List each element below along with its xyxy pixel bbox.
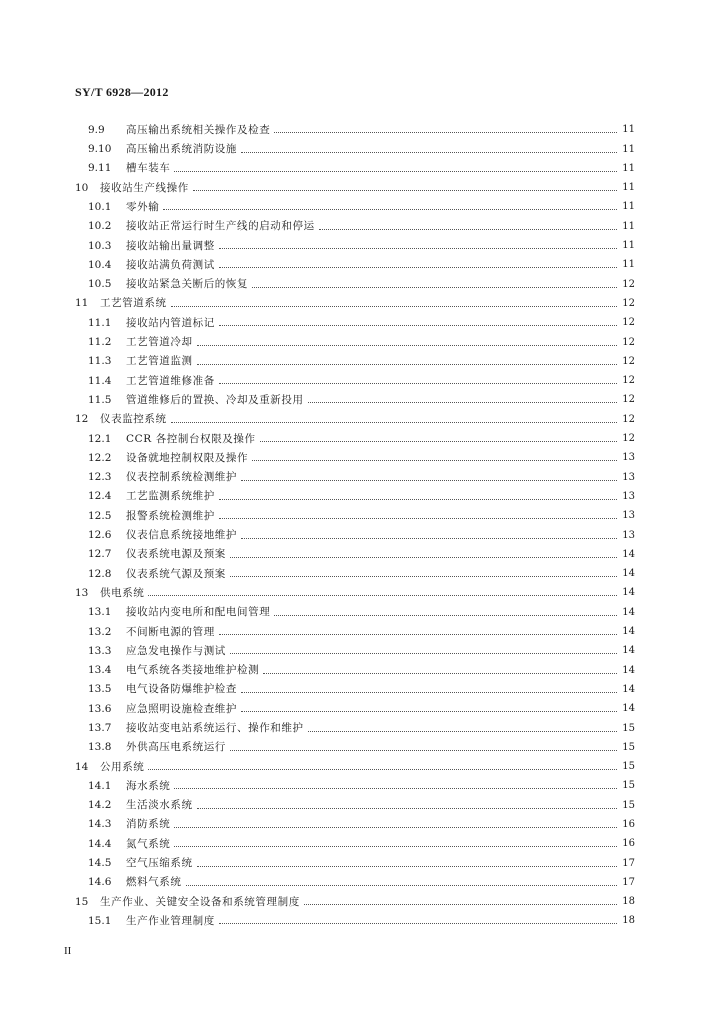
dot-leader: [197, 339, 617, 346]
toc-entry-title: 高压输出系统相关操作及检查: [126, 123, 271, 136]
dot-leader: [219, 628, 617, 635]
toc-entry-number: 13.2: [88, 625, 112, 638]
dot-leader: [252, 281, 617, 288]
toc-entry-page: 15: [622, 722, 635, 734]
toc-entry[interactable]: [75, 734, 635, 753]
dot-leader: [148, 763, 617, 770]
dot-leader: [230, 647, 617, 654]
toc-entry-number: 9.10: [88, 143, 112, 156]
toc-entry[interactable]: [75, 811, 635, 830]
toc-entry-page: 12: [622, 375, 635, 387]
dot-leader: [230, 570, 617, 577]
toc-entry-page: 13: [622, 510, 635, 522]
toc-entry-number: 14.3: [88, 818, 112, 831]
dot-leader: [197, 860, 617, 867]
toc-entry-number: 11.5: [88, 393, 112, 406]
toc-entry-page: 16: [622, 818, 635, 830]
dot-leader: [171, 300, 617, 307]
toc-entry-number: 13.1: [88, 606, 112, 619]
toc-entry-page: 14: [622, 587, 635, 599]
dot-leader: [241, 705, 617, 712]
toc-entry-page: 12: [622, 297, 635, 309]
toc-entry[interactable]: [75, 174, 635, 193]
toc-entry-number: 13.8: [88, 741, 112, 754]
toc-entry[interactable]: [75, 309, 635, 328]
dot-leader: [163, 203, 617, 210]
toc-entry-page: 15: [622, 741, 635, 753]
toc-entry-title: 生活淡水系统: [126, 799, 193, 812]
page-number: II: [64, 945, 72, 957]
toc-entry-title: 工艺监测系统维护: [126, 490, 215, 503]
toc-entry-title: 槽车装车: [126, 162, 171, 175]
toc-entry-number: 10.4: [88, 258, 112, 271]
toc-entry[interactable]: [75, 618, 635, 637]
toc-entry-page: 12: [622, 413, 635, 425]
table-of-contents: [75, 116, 635, 926]
toc-entry-page: 14: [622, 703, 635, 715]
toc-entry-title: 空气压缩系统: [126, 857, 193, 870]
toc-entry-title: 接收站内变电所和配电间管理: [126, 606, 271, 619]
toc-entry[interactable]: [75, 560, 635, 579]
toc-entry-number: 14.5: [88, 857, 112, 870]
toc-entry-page: 14: [622, 606, 635, 618]
toc-entry-page: 15: [622, 761, 635, 773]
toc-entry-number: 12.1: [88, 432, 112, 445]
toc-entry-number: 15.1: [88, 914, 112, 927]
toc-entry-page: 14: [622, 683, 635, 695]
toc-entry-page: 14: [622, 664, 635, 676]
dot-leader: [219, 493, 617, 500]
toc-entry[interactable]: [75, 579, 635, 598]
toc-entry-page: 11: [622, 220, 635, 232]
toc-entry-number: 14.6: [88, 876, 112, 889]
toc-entry-number: 11.1: [88, 316, 112, 329]
toc-entry[interactable]: [75, 212, 635, 231]
toc-entry-number: 14.2: [88, 799, 112, 812]
toc-entry-title: 不间断电源的管理: [126, 625, 215, 638]
toc-entry-title: 公用系统: [100, 760, 145, 773]
dot-leader: [260, 435, 617, 442]
toc-entry-page: 16: [622, 838, 635, 850]
toc-entry-title: 氮气系统: [126, 837, 171, 850]
toc-entry[interactable]: [75, 521, 635, 540]
toc-entry-title: 工艺管道维修准备: [126, 374, 215, 387]
toc-entry-page: 14: [622, 626, 635, 638]
toc-entry[interactable]: [75, 193, 635, 212]
toc-entry[interactable]: [75, 386, 635, 405]
toc-entry-title: 接收站输出量调整: [126, 239, 215, 252]
toc-entry-number: 14.1: [88, 779, 112, 792]
toc-entry-page: 12: [622, 278, 635, 290]
toc-entry-number: 12.6: [88, 529, 112, 542]
toc-entry-title: 仪表系统电源及预案: [126, 548, 226, 561]
toc-entry[interactable]: [75, 907, 635, 926]
toc-entry-page: 18: [622, 915, 635, 927]
toc-entry[interactable]: [75, 290, 635, 309]
toc-entry[interactable]: [75, 444, 635, 463]
toc-entry-title: 电气设备防爆维护检查: [126, 683, 237, 696]
toc-entry-page: 11: [622, 182, 635, 194]
toc-entry-title: 工艺管道监测: [126, 355, 193, 368]
toc-entry-number: 14: [75, 760, 89, 773]
toc-entry[interactable]: [75, 676, 635, 695]
toc-entry-title: 工艺管道冷却: [126, 336, 193, 349]
toc-entry-title: 设备就地控制权限及操作: [126, 451, 249, 464]
toc-entry[interactable]: [75, 251, 635, 270]
toc-entry-page: 12: [622, 355, 635, 367]
dot-leader: [304, 898, 617, 905]
toc-entry-title: 仪表监控系统: [100, 413, 167, 426]
toc-entry-number: 12.2: [88, 451, 112, 464]
toc-entry-title: 接收站紧急关断后的恢复: [126, 278, 249, 291]
toc-entry[interactable]: [75, 695, 635, 714]
dot-leader: [241, 146, 617, 153]
dot-leader: [252, 454, 617, 461]
toc-entry[interactable]: [75, 425, 635, 444]
toc-entry-title: 工艺管道系统: [100, 297, 167, 310]
toc-entry-number: 13.7: [88, 722, 112, 734]
toc-entry-number: 13: [75, 586, 89, 599]
toc-entry-number: 11.3: [88, 355, 112, 368]
toc-entry-number: 9.9: [88, 123, 105, 136]
toc-entry-page: 11: [622, 124, 635, 136]
toc-entry-title: 报警系统检测维护: [126, 509, 215, 522]
toc-entry-number: 10.3: [88, 239, 112, 252]
dot-leader: [319, 223, 617, 230]
dot-leader: [274, 126, 617, 133]
toc-entry-title: 仪表系统气源及预案: [126, 567, 226, 580]
toc-entry[interactable]: [75, 232, 635, 251]
dot-leader: [197, 802, 617, 809]
dot-leader: [197, 358, 617, 365]
toc-entry-title: 应急照明设施检查维护: [126, 702, 237, 715]
dot-leader: [230, 744, 617, 751]
toc-entry-number: 11.4: [88, 374, 112, 387]
toc-entry-page: 11: [622, 240, 635, 252]
toc-entry-number: 12.4: [88, 490, 112, 503]
toc-entry[interactable]: [75, 483, 635, 502]
toc-entry-number: 12.7: [88, 548, 112, 561]
toc-entry[interactable]: [75, 270, 635, 289]
toc-entry-title: 供电系统: [100, 586, 145, 599]
dot-leader: [174, 840, 617, 847]
toc-entry[interactable]: [75, 598, 635, 617]
dot-leader: [174, 821, 617, 828]
toc-entry-number: 13.5: [88, 683, 112, 696]
dot-leader: [219, 319, 617, 326]
dot-leader: [219, 261, 617, 268]
dot-leader: [308, 725, 617, 732]
toc-entry-title: 仪表控制系统检测维护: [126, 471, 237, 484]
toc-entry-title: 接收站内管道标记: [126, 316, 215, 329]
toc-entry[interactable]: [75, 135, 635, 154]
dot-leader: [308, 396, 617, 403]
toc-entry-title: 消防系统: [126, 818, 171, 831]
dot-leader: [263, 667, 617, 674]
toc-entry-number: 10.5: [88, 278, 112, 291]
dot-leader: [219, 377, 617, 384]
toc-entry-title: 接收站变电站系统运行、操作和维护: [126, 722, 304, 734]
dot-leader: [241, 532, 617, 539]
toc-entry-page: 11: [622, 143, 635, 155]
toc-entry[interactable]: [75, 772, 635, 791]
toc-entry-title: CCR 各控制台权限及操作: [126, 432, 256, 445]
toc-entry[interactable]: [75, 888, 635, 907]
toc-entry-page: 12: [622, 433, 635, 445]
toc-entry-number: 10.1: [88, 200, 112, 213]
dot-leader: [174, 165, 617, 172]
toc-entry-title: 接收站正常运行时生产线的启动和停运: [126, 220, 315, 233]
toc-entry-page: 17: [622, 857, 635, 869]
toc-entry-title: 应急发电操作与测试: [126, 644, 226, 657]
toc-entry-page: 13: [622, 452, 635, 464]
toc-entry[interactable]: [75, 637, 635, 656]
toc-entry[interactable]: [75, 656, 635, 675]
toc-entry-title: 管道维修后的置换、冷却及重新投用: [126, 393, 304, 406]
toc-entry[interactable]: [75, 869, 635, 888]
toc-entry-number: 12: [75, 413, 89, 426]
toc-entry-page: 13: [622, 529, 635, 541]
toc-entry-number: 9.11: [88, 162, 112, 175]
toc-entry[interactable]: [75, 753, 635, 772]
toc-entry-title: 高压输出系统消防设施: [126, 143, 237, 156]
toc-entry-title: 电气系统各类接地维护检测: [126, 664, 260, 677]
toc-entry-number: 15: [75, 895, 89, 908]
toc-entry-page: 17: [622, 876, 635, 888]
toc-entry-page: 18: [622, 896, 635, 908]
toc-entry[interactable]: [75, 830, 635, 849]
dot-leader: [171, 416, 617, 423]
toc-entry-number: 13.3: [88, 644, 112, 657]
toc-entry-number: 12.8: [88, 567, 112, 580]
toc-entry-number: 10: [75, 181, 89, 194]
toc-entry[interactable]: [75, 348, 635, 367]
toc-entry-title: 外供高压电系统运行: [126, 741, 226, 754]
dot-leader: [241, 686, 617, 693]
toc-entry-title: 生产作业管理制度: [126, 914, 215, 927]
toc-entry[interactable]: [75, 502, 635, 521]
dot-leader: [241, 474, 617, 481]
toc-entry-title: 接收站生产线操作: [100, 181, 189, 194]
toc-entry-page: 14: [622, 568, 635, 580]
toc-entry-page: 12: [622, 336, 635, 348]
toc-entry-page: 11: [622, 162, 635, 174]
toc-entry-page: 15: [622, 799, 635, 811]
toc-entry-title: 生产作业、关键安全设备和系统管理制度: [100, 895, 300, 908]
toc-entry-title: 海水系统: [126, 779, 171, 792]
toc-entry-number: 10.2: [88, 220, 112, 233]
toc-entry-page: 15: [622, 780, 635, 792]
toc-entry[interactable]: [75, 849, 635, 868]
toc-entry-number: 11: [75, 297, 89, 310]
toc-entry-page: 12: [622, 317, 635, 329]
dot-leader: [219, 917, 617, 924]
toc-entry-title: 零外输: [126, 200, 160, 213]
toc-entry[interactable]: [75, 405, 635, 424]
dot-leader: [174, 782, 617, 789]
toc-entry[interactable]: [75, 714, 635, 733]
toc-entry-number: 12.3: [88, 471, 112, 484]
toc-entry-title: 仪表信息系统接地维护: [126, 529, 237, 542]
toc-entry-page: 13: [622, 471, 635, 483]
toc-entry-page: 11: [622, 259, 635, 271]
dot-leader: [219, 242, 617, 249]
toc-entry-page: 14: [622, 548, 635, 560]
dot-leader: [274, 609, 617, 616]
toc-entry-page: 12: [622, 394, 635, 406]
toc-entry-title: 燃料气系统: [126, 876, 182, 889]
document-id: SY/T 6928—2012: [75, 85, 169, 99]
dot-leader: [219, 512, 617, 519]
toc-entry[interactable]: [75, 116, 635, 135]
toc-entry[interactable]: [75, 463, 635, 482]
toc-entry-number: 14.4: [88, 837, 112, 850]
toc-entry[interactable]: [75, 791, 635, 810]
toc-entry-number: 13.4: [88, 664, 112, 677]
toc-entry-number: 11.2: [88, 336, 112, 349]
toc-entry[interactable]: [75, 541, 635, 560]
toc-entry-number: 12.5: [88, 509, 112, 522]
toc-entry-page: 13: [622, 490, 635, 502]
dot-leader: [148, 589, 617, 596]
toc-entry-number: 13.6: [88, 702, 112, 715]
toc-entry[interactable]: [75, 367, 635, 386]
toc-entry-title: 接收站满负荷测试: [126, 258, 215, 271]
toc-entry-page: 14: [622, 645, 635, 657]
toc-entry[interactable]: [75, 155, 635, 174]
toc-entry-page: 11: [622, 201, 635, 213]
dot-leader: [186, 879, 618, 886]
toc-entry[interactable]: [75, 328, 635, 347]
dot-leader: [193, 184, 617, 191]
dot-leader: [230, 551, 617, 558]
